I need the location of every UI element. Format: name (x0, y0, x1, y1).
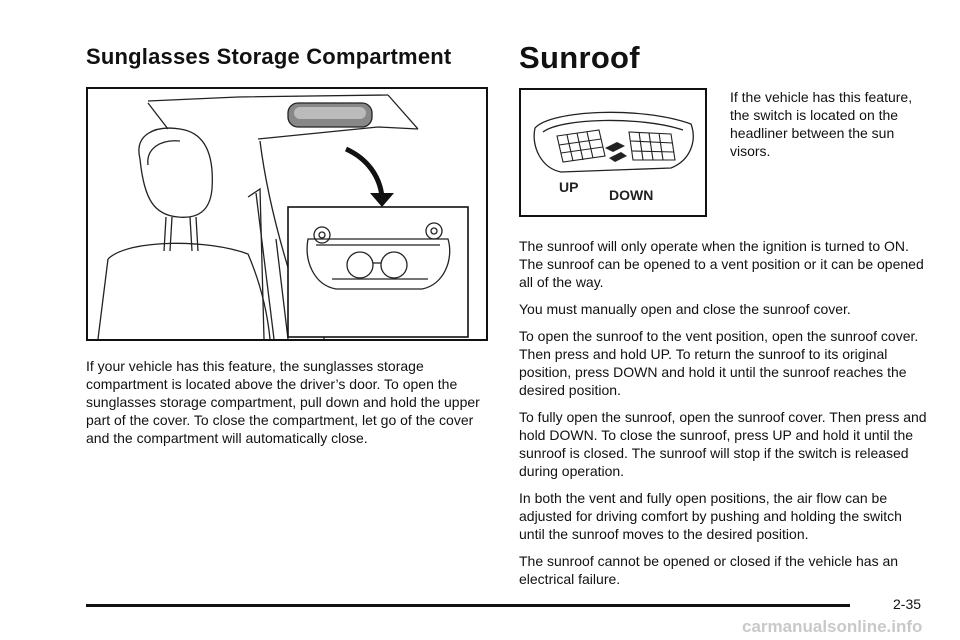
sunroof-paragraph: The sunroof will only operate when the ignition is turned to ON. The sunroof can be opened to a vent position or it can be opened all of the way. (519, 238, 924, 290)
sunroof-section-title: Sunroof (519, 40, 640, 75)
sunroof-paragraph: The sunroof cannot be opened or closed if the vehicle has an electrical failure. (519, 553, 899, 587)
sunroof-paragraph: To fully open the sunroof, open the sunroof cover. Then press and hold DOWN. To close the sunroof, press UP and hold it until the sunroof is closed. The sunroof will stop if the switch is released during operation. (519, 409, 927, 479)
watermark-logo: carmanualsonline.info (742, 617, 923, 636)
sunroof-body (519, 237, 929, 597)
car-interior-drawing (88, 89, 486, 339)
footer-rule (86, 604, 850, 607)
sunroof-switch-drawing (521, 90, 705, 215)
sunroof-intro-text: If the vehicle has this feature, the switch is located on the headliner between the sun visors. (730, 89, 913, 159)
sunroof-paragraph: In both the vent and fully open positions, the air flow can be adjusted for driving comfort by pushing and holding the switch until the sunroof moves to the desired position. (519, 490, 902, 542)
page-number: 2-35 (893, 596, 922, 612)
sunglasses-compartment-illustration (86, 87, 488, 341)
sunroof-paragraph: To open the sunroof to the vent position, open the sunroof cover. Then press and hold UP. To return the sunroof to its original position, press DOWN and hold it until the sunroof reaches the desired position. (519, 328, 919, 398)
sunglasses-section-title: Sunglasses Storage Compartment (86, 44, 452, 69)
sunglasses-body-text: If your vehicle has this feature, the sunglasses storage compartment is located above the driver’s door. To open the sunglasses storage compartment, pull down and hold the upper part of the cover. To close the compartment, let go of the cover and the compartment will automatically close. (86, 358, 480, 446)
up-label: UP (559, 179, 579, 195)
down-label: DOWN (609, 187, 654, 203)
sunroof-switch-illustration (519, 88, 707, 217)
sunroof-paragraph: You must manually open and close the sunroof cover. (519, 301, 851, 317)
